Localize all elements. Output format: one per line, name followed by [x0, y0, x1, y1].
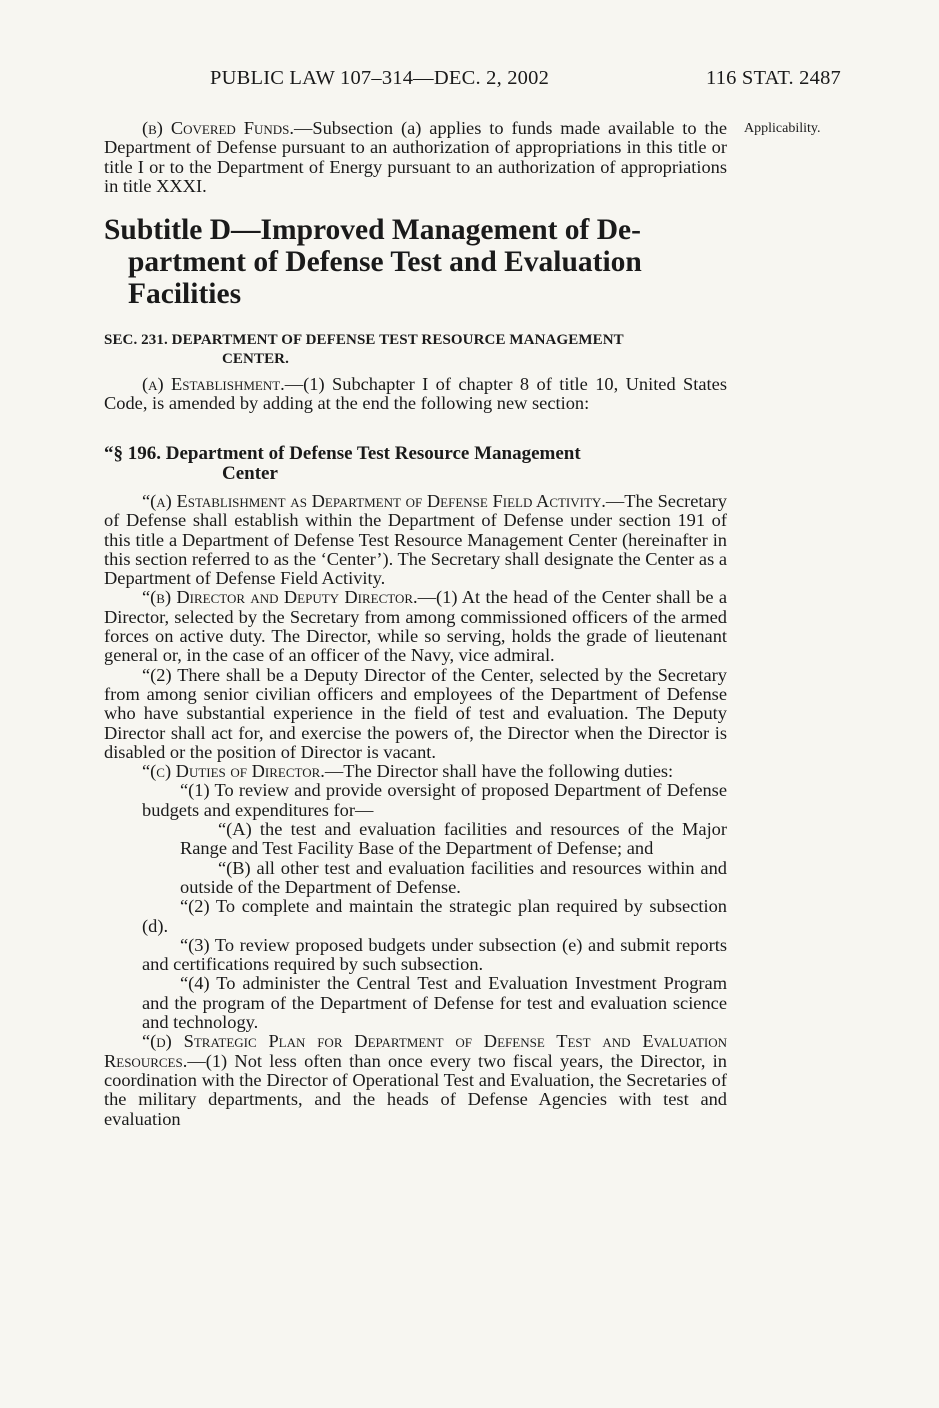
- paragraph-d-text: —(1) Not less often than once every two fiscal years, the Director, in coordination with the Director of Operational Test and Evaluation, the Secretaries of the military departments, and the heads of Defense Agencies with test and evaluation: [104, 1050, 727, 1129]
- paragraph-c-heading: “(c) Duties of Director.: [142, 761, 325, 782]
- duty-1-b-text: “(B) all other test and evaluation facilities and resources within and outside of the Department of Defense.: [180, 857, 727, 897]
- duty-2-text: “(2) To complete and maintain the strategic plan required by subsection (d).: [142, 896, 727, 936]
- paragraph-b-text: —(1) At the head of the Center shall be a Director, selected by the Secretary from among commissioned officers of the armed forces on active duty. The Director, while so serving, holds the grade of lieutenant general or, in the case of an officer of the Navy, vice admiral.: [104, 587, 727, 666]
- section-heading: [104, 331, 729, 369]
- section-heading-line-2: CENTER.: [222, 351, 289, 367]
- duty-3: [104, 936, 727, 975]
- subtitle-line-3: Facilities: [128, 278, 242, 310]
- duty-2: [104, 897, 727, 936]
- paragraph-c: [104, 762, 727, 781]
- establishment-heading: (a) Establishment.: [142, 374, 285, 394]
- duty-1-b: [104, 859, 727, 898]
- paragraph-b-heading: “(b) Director and Deputy Director.: [142, 587, 418, 608]
- paragraph-b-2: “(2) There shall be a Deputy Director of the Center, selected by the Secretary from among senior civilian officers and employees of the Department of Defense who have substantial experience in the field of test and evaluation. The Deputy Director shall act for, and exercise the powers of, the Director when the Director is disabled or the position of Director is vacant.: [104, 664, 727, 762]
- covered-funds-paragraph: [104, 119, 727, 196]
- duty-1: [104, 781, 727, 820]
- subtitle-line-1: Subtitle D—Improved Management of De-: [104, 214, 641, 246]
- covered-funds-text: —Subsection (a) applies to funds made available to the Department of Defense pursuant to an authorization of appropriations in this title or title I or to the Department of Energy pursuant to an authorization of appropriations in title XXXI.: [104, 118, 727, 196]
- running-header-left: PUBLIC LAW 107–314—DEC. 2, 2002: [210, 67, 550, 89]
- paragraph-d: [104, 1032, 727, 1128]
- covered-funds-heading: (b) Covered Funds.: [142, 118, 294, 138]
- duty-1-a-text: “(A) the test and evaluation facilities and resources of the Major Range and Test Facility Base of the Department of Defense; and: [180, 819, 727, 859]
- new-section-heading-line-1: “§ 196. Department of Defense Test Resource Management: [104, 443, 581, 464]
- paragraph-b: [104, 588, 727, 665]
- paragraph-a: [104, 492, 727, 588]
- new-section-heading: [104, 444, 729, 484]
- subtitle-line-2: partment of Defense Test and Evaluation: [128, 246, 642, 278]
- paragraph-d-heading: “(d) Strategic Plan for Department of Defense Test and Evaluation Resources.: [104, 1031, 727, 1071]
- establishment-text: —(1) Subchapter I of chapter 8 of title 10, United States Code, is amended by adding at the end the following new section:: [104, 374, 727, 414]
- duty-3-text: “(3) To review proposed budgets under subsection (e) and submit reports and certifications required by such subsection.: [142, 934, 727, 975]
- duty-1-text: “(1) To review and provide oversight of proposed Department of Defense budgets and expenditures for—: [142, 780, 727, 820]
- establishment-paragraph: [104, 375, 727, 414]
- duty-4-text: “(4) To administer the Central Test and Evaluation Investment Program and the program of the Department of Defense for test and evaluation science and technology.: [142, 973, 727, 1033]
- margin-note-applicability: Applicability.: [744, 121, 821, 136]
- subtitle-heading: [104, 214, 734, 310]
- new-section-heading-line-2: Center: [222, 463, 278, 484]
- paragraph-c-text: —The Director shall have the following duties:: [324, 761, 674, 782]
- covered-funds-block: [104, 119, 727, 196]
- duty-1-a: [104, 820, 727, 859]
- section-heading-line-1: SEC. 231. DEPARTMENT OF DEFENSE TEST RESOURCE MANAGEMENT: [104, 332, 624, 348]
- paragraph-a-text: —The Secretary of Defense shall establish within the Department of Defense under section 191 of this title a Department of Defense Test Resource Management Center (hereinafter in this section referred to as the ‘Center’). The Secretary shall designate the Center as a Department of Defense Field Activity.: [104, 491, 728, 589]
- establishment-block: [104, 375, 727, 414]
- paragraph-a-heading: “(a) Establishment as Department of Defense Field Activity.: [142, 491, 606, 511]
- duty-4: [104, 974, 727, 1032]
- running-header-page-number: 116 STAT. 2487: [706, 67, 841, 89]
- section-196-body: [104, 492, 727, 1129]
